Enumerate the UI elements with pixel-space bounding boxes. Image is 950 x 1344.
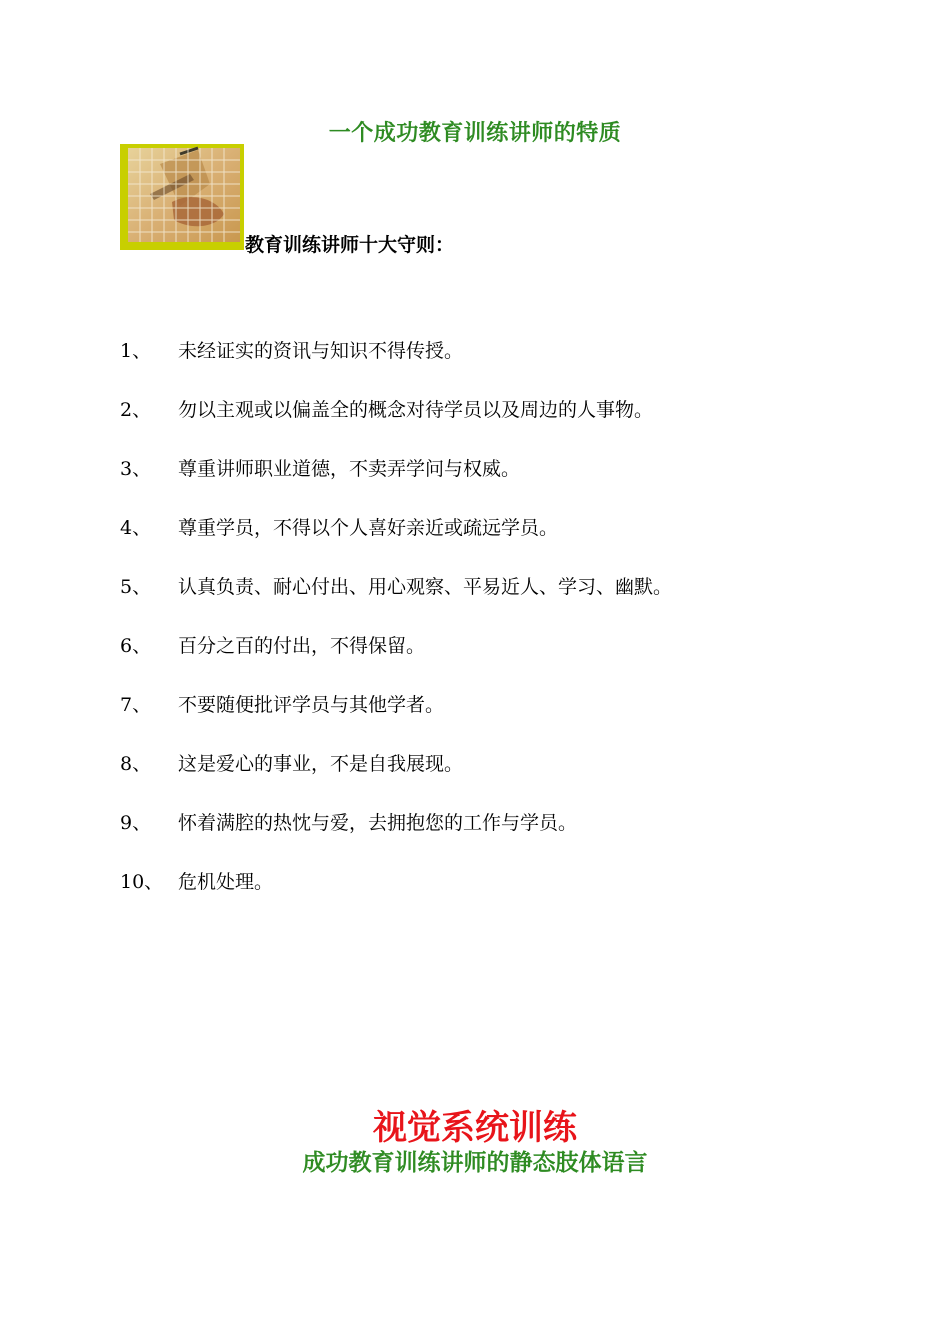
rule-number: 9、 [120, 812, 152, 834]
rule-text: 勿以主观或以偏盖全的概念对待学员以及周边的人事物。 [178, 399, 654, 421]
rule-number: 5、 [120, 576, 152, 598]
rule-text: 百分之百的付出，不得保留。 [178, 635, 426, 657]
rule-number: 4、 [120, 517, 152, 539]
grid-photo-icon [120, 144, 244, 250]
section-title: 教育训练讲师十大守则： [245, 234, 455, 256]
rule-text: 这是爱心的事业，不是自我展现。 [178, 753, 464, 775]
rule-number: 8、 [120, 753, 152, 775]
footer-subtitle: 成功教育训练讲师的静态肢体语言 [302, 1150, 648, 1176]
rule-number: 10、 [120, 871, 164, 893]
rule-number: 6、 [120, 635, 152, 657]
rule-text: 怀着满腔的热忱与爱，去拥抱您的工作与学员。 [178, 812, 578, 834]
rule-number: 2、 [120, 399, 152, 421]
rule-number: 3、 [120, 458, 152, 480]
rule-text: 认真负责、耐心付出、用心观察、平易近人、学习、幽默。 [178, 576, 673, 598]
rule-text: 不要随便批评学员与其他学者。 [178, 694, 445, 716]
rule-number: 1、 [120, 340, 152, 362]
rule-text: 尊重讲师职业道德，不卖弄学问与权威。 [178, 458, 521, 480]
rule-text: 尊重学员，不得以个人喜好亲近或疏远学员。 [178, 517, 559, 539]
footer-title: 视觉系统训练 [373, 1108, 577, 1148]
decorative-image [120, 144, 244, 250]
rule-text: 危机处理。 [178, 871, 274, 893]
rule-number: 7、 [120, 694, 152, 716]
rule-text: 未经证实的资讯与知识不得传授。 [178, 340, 464, 362]
page-heading: 一个成功教育训练讲师的特质 [328, 121, 622, 146]
